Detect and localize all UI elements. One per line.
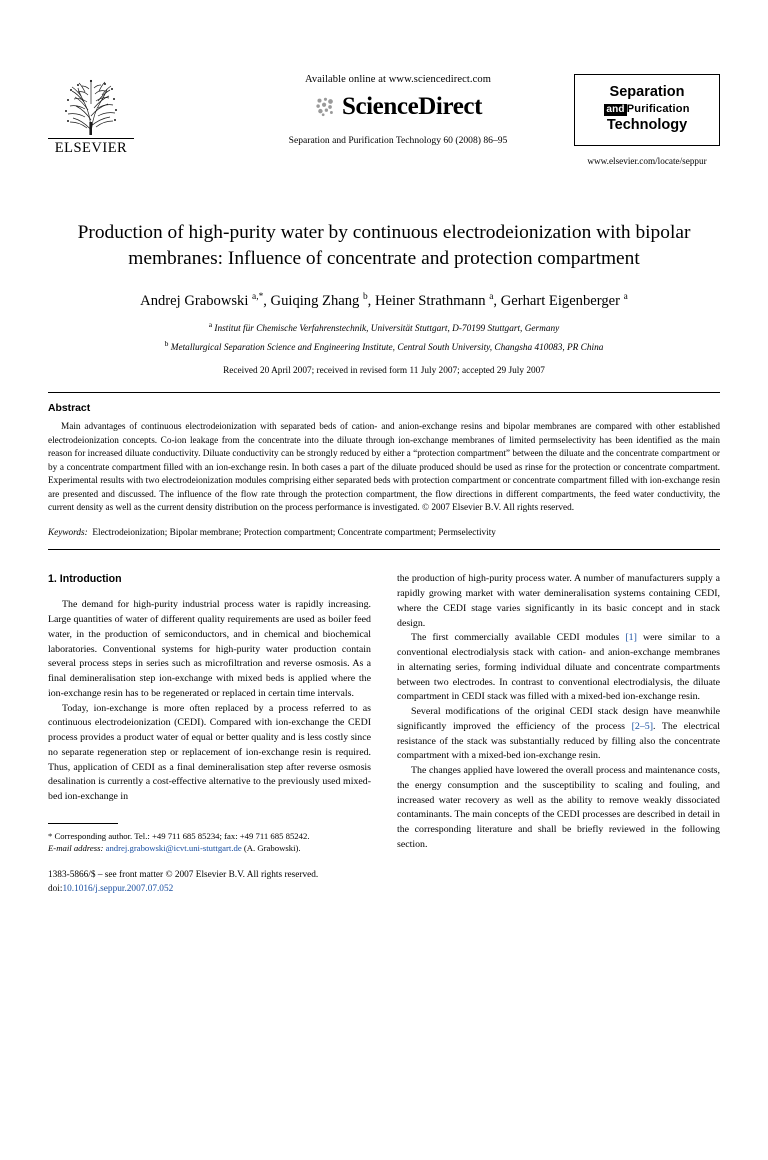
- journal-title-line1: Separation: [609, 84, 685, 100]
- sciencedirect-mark-icon: [314, 96, 336, 118]
- abstract-heading: Abstract: [48, 402, 91, 414]
- affil-marker-b: b: [164, 338, 169, 348]
- author-affil-marker: a: [623, 292, 628, 302]
- email-suffix: (A. Grabowski).: [243, 843, 301, 854]
- available-online-text: Available online at www.sciencedirect.com: [304, 74, 492, 85]
- journal-logo-box: [574, 74, 720, 166]
- abstract-section: [48, 403, 720, 541]
- journal-title-line3: Technology: [606, 117, 688, 134]
- body-columns: [48, 572, 720, 896]
- journal-header: [48, 74, 720, 186]
- paragraph: The first commercially available CEDI modules [1] were similar to a conventional electrodialysis stack with cation- and anion-exchange membranes in alternating series, forming individual diluate and concentrate compartments between two electrodes. In contrast to conventional electrodialysis, the diluate compartment in CEDI stack was filled with a mixed-bed ion-exchange resin.: [397, 632, 720, 703]
- paragraph: The changes applied have lowered the overall process and maintenance costs, the energy consumption and the susceptibility to scaling and fouling, and increased water recovery as well as the ability to remove weakly dissociated contaminants. The main concepts of the CEDI processes are described in detail in the corresponding literature and shall be briefly reviewed in the following section.: [397, 765, 720, 850]
- paragraph: the production of high-purity process water. A number of manufacturers supply a rapidly growing market with water demineralisation systems containing CEDI, where the CEDI stage varies significantly in its basic concept and in stack design.: [397, 573, 720, 629]
- affiliation-a: $^a$ Institut für Chemische Verfahrenstechnik, Universität Stuttgart, D-70199 Stuttgart, Germany: [208, 319, 560, 334]
- email-label: E-mail address:: [48, 843, 104, 854]
- journal-citation-line: Separation and Purification Technology 60 (2008) 86–95: [288, 135, 508, 146]
- corresponding-author-note: * Corresponding author. Tel.: +49 711 685 85234; fax: +49 711 685 85242.: [48, 830, 310, 841]
- email-link[interactable]: andrej.grabowski@icvt.uni-stuttgart.de: [105, 843, 242, 854]
- page-title: Production of high-purity water by continuous electrodeionization with bipolar membranes: Influence of concentrate and protection compartment: [77, 222, 691, 269]
- paper-page: [0, 74, 768, 1160]
- header-center: [208, 74, 588, 146]
- sciencedirect-logo: [208, 93, 588, 121]
- journal-title-purification: Purification: [626, 102, 690, 115]
- column-right: [397, 572, 720, 896]
- keywords-line: [48, 527, 720, 540]
- journal-web-url: www.elsevier.com/locate/seppur: [587, 155, 707, 166]
- abstract-text: Main advantages of continuous electrodeionization with separated beds of cation- and anion-exchange resins and bipolar membranes are compared with other established electrodeionization concepts. Co-ion leakage from the concentrate into the diluate through ion-exchange membranes of limited permselectivity has been identified as the main reason for increased diluate conductivity. Diluate conductivity can be strongly reduced by either a “protection compartment” between the diluate and the concentrate compartment or by a concentrate compartment filled with an ion-exchange resin. In both cases a part of the diluate produced should be used as rinse for the protection or concentrate compartment. Experimental results with two electrodeionization modules comprising either separated beds with protection compartment or concentrate compartment filled with ion-exchange resin are presented and discussed. The influence of the flow rate through the protection compartment, the flow directions in different compartments, the feed water conductivity, the current density as well as the current density distribution on the process performance is investigated. © 2007 Elsevier B.V. All rights reserved.: [48, 421, 720, 514]
- footnote-block: [48, 823, 371, 855]
- journal-title-line2: [579, 102, 715, 117]
- paragraph: The demand for high-purity industrial process water is rapidly increasing. Large quantities of water of different quality requirements are used as boiler feed water, in the production of semiconductors, and in chemical and biochemical laboratories. Conventional systems for high-purity water production contain several process steps in series such as microfiltration and reverse osmosis. As a final demineralisation step ion-exchange with mixed beds is applied where the ion-exchange resin has to be regenerated or replaced in certain time intervals.: [48, 599, 371, 699]
- sciencedirect-wordmark: ScienceDirect: [341, 93, 483, 120]
- journal-title-box: [574, 74, 720, 146]
- issn-line: 1383-5866/$ – see front matter © 2007 Elsevier B.V. All rights reserved.: [48, 869, 319, 880]
- email-note: [48, 842, 371, 855]
- elsevier-tree-icon: [58, 78, 124, 136]
- paragraph: Several modifications of the original CEDI stack design have meanwhile significantly improved the efficiency of the process [2–5]. The electrical resistance of the stack was substantially reduced by filling also the concentrate compartment with a mixed-bed ion-exchange resin.: [397, 706, 720, 762]
- author-affil-marker: a: [489, 292, 494, 302]
- header-divider: [48, 392, 720, 393]
- affil-marker-a: a: [208, 319, 213, 329]
- author-list: Andrej Grabowski $^{a,*}$, Guiqing Zhang $^b$, Heiner Strathmann $^a$, Gerhart Eigenberger $^a$: [140, 292, 628, 309]
- doi-label: doi:: [48, 883, 63, 894]
- corresponding-marker: *: [258, 292, 264, 302]
- affiliation-b: $^b$ Metallurgical Separation Science and Engineering Institute, Central South University, Changsha 410083, PR China: [164, 338, 604, 353]
- footnote-divider: [48, 823, 118, 824]
- keywords-label: Keywords:: [48, 528, 88, 539]
- column-left: [48, 572, 371, 896]
- elsevier-logo: [48, 78, 134, 157]
- keywords-values: Electrodeionization; Bipolar membrane; Protection compartment; Concentrate compartment; Permselectivity: [92, 528, 496, 539]
- author-affil-marker: b: [362, 292, 368, 302]
- journal-and-badge: and: [606, 103, 625, 115]
- abstract-divider: [48, 549, 720, 550]
- copyright-block: [48, 869, 371, 897]
- doi-line: [48, 883, 371, 897]
- article-history: Received 20 April 2007; received in revised form 11 July 2007; accepted 29 July 2007: [223, 365, 545, 376]
- paragraph: Today, ion-exchange is more often replaced by a process referred to as continuous electrodeionization (CEDI). Compared with ion-exchange the CEDI process provides a product water of equal or better quality and is less costly since no separate regeneration step or replacement of ion-exchange resin is required. Thus, application of CEDI as a final demineralisation step after reverse osmosis desalination is currently a cost-effective alternative to the previously used mixed-bed ion-exchange in: [48, 702, 371, 803]
- elsevier-tree-svg: [58, 78, 124, 136]
- section-heading-introduction: 1. Introduction: [48, 573, 122, 586]
- citation-link[interactable]: [1]: [625, 632, 637, 644]
- citation-link[interactable]: [2–5]: [631, 720, 653, 732]
- doi-link[interactable]: 10.1016/j.seppur.2007.07.052: [62, 883, 174, 894]
- elsevier-wordmark: ELSEVIER: [48, 138, 134, 157]
- author-affil-marker: a,: [252, 292, 259, 302]
